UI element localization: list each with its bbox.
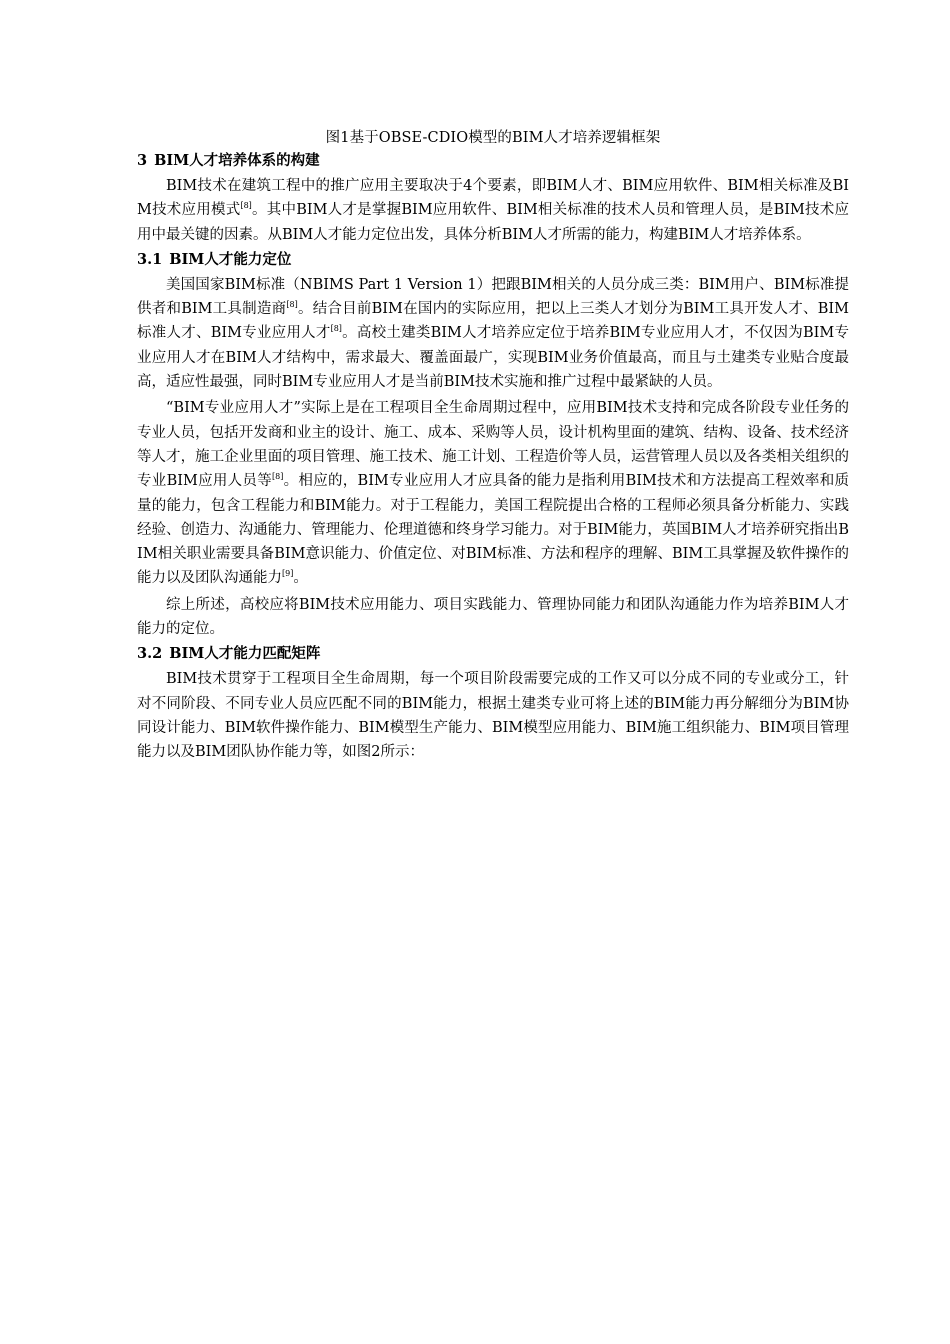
citation-ref: [8] <box>330 324 342 334</box>
section-3-2-heading <box>137 643 849 665</box>
section-3-1-title: BIM人才能力定位 <box>169 250 292 268</box>
section-3-paragraph <box>137 174 849 247</box>
text-run: 。其中BIM人才是掌握BIM应用软件、BIM相关标准的技术人员和管理人员，是BIM技术应用中最关键的因素。从BIM人才能力定位出发，具体分析BIM人才所需的能力，构建BIM人才培养体系。 <box>137 202 849 243</box>
text-run: BIM技术在建筑工程中的推广应用主要取决于4个要素，即BIM人才、BIM应用软件、BIM相关标准及BIM技术应用模式 <box>137 178 849 219</box>
figure-caption: 图1基于OBSE-CDIO模型的BIM人才培养逻辑框架 <box>325 130 661 146</box>
text-run: 综上所述，高校应将BIM技术应用能力、项目实践能力、管理协同能力和团队沟通能力作为培养BIM人才能力的定位。 <box>137 596 849 638</box>
section-3-2-title: BIM人才能力匹配矩阵 <box>169 645 321 663</box>
section-3-1-paragraph-2 <box>137 396 849 590</box>
text-run: 美国国家BIM标准（NBIMS Part 1 Version 1）把跟BIM相关的人员分成三类：BIM用户、BIM标准提供者和BIM工具制造商 <box>137 276 849 318</box>
citation-ref: [9] <box>282 569 294 579</box>
section-3-title: BIM人才培养体系的构建 <box>154 152 320 169</box>
section-3-number: 3 <box>137 152 148 169</box>
text-run: 。相应的，BIM专业应用人才应具备的能力是指利用BIM技术和方法提高工程效率和质量的能力，包含工程能力和BIM能力。对于工程能力，美国工程院提出合格的工程师必须具备分析能力、实践经验、创造力、沟通能力、管理能力、伦理道德和终身学习能力。对于BIM能力，英国BIM人才培养研究指出BIM相关职业需要具备BIM意识能力、价值定位、对BIM标准、方法和程序的理解、BIM工具掌握及软件操作的能力以及团队沟通能力 <box>137 473 849 587</box>
section-3-1-heading <box>137 249 849 271</box>
citation-ref: [8] <box>272 472 284 482</box>
section-3-2-paragraph <box>137 667 849 764</box>
section-3-2-number: 3.2 <box>137 645 163 663</box>
citation-ref: [8] <box>240 201 252 211</box>
text-run: BIM技术贯穿于工程项目全生命周期，每一个项目阶段需要完成的工作又可以分成不同的专业或分工，针对不同阶段、不同专业人员应匹配不同的BIM能力，根据土建类专业可将上述的BIM能力再分解细分为BIM协同设计能力、BIM软件操作能力、BIM模型生产能力、BIM模型应用能力、BIM施工组织能力、BIM项目管理能力以及BIM团队协作能力等，如图2所示： <box>137 671 849 761</box>
text-run: “BIM专业应用人才”实际上是在工程项目全生命周期过程中，应用BIM技术支持和完成各阶段专业任务的专业人员，包括开发商和业主的设计、施工、成本、采购等人员，设计机构里面的建筑、结构、设备、技术经济等人才，施工企业里面的项目管理、施工技术、施工计划、工程造价等人员，运营管理人员以及各类相关组织的专业BIM应用人员等 <box>137 400 849 490</box>
document-page <box>137 127 849 767</box>
text-run: 。 <box>293 570 308 587</box>
citation-ref: [8] <box>286 300 298 310</box>
text-run: 。高校土建类BIM人才培养应定位于培养BIM专业应用人才，不仅因为BIM专业应用人才在BIM人才结构中，需求最大、覆盖面最广，实现BIM业务价值最高，而且与土建类专业贴合度最高，适应性最强，同时BIM专业应用人才是当前BIM技术实施和推广过程中最紧缺的人员。 <box>137 325 849 391</box>
section-3-1-number: 3.1 <box>137 250 163 268</box>
section-3-1-paragraph-3 <box>137 593 849 642</box>
text-run: 。结合目前BIM在国内的实际应用，把以上三类人才划分为BIM工具开发人才、BIM标准人才、BIM专业应用人才 <box>137 301 849 342</box>
section-3-1-paragraph-1 <box>137 273 849 394</box>
section-3-heading <box>137 150 849 172</box>
